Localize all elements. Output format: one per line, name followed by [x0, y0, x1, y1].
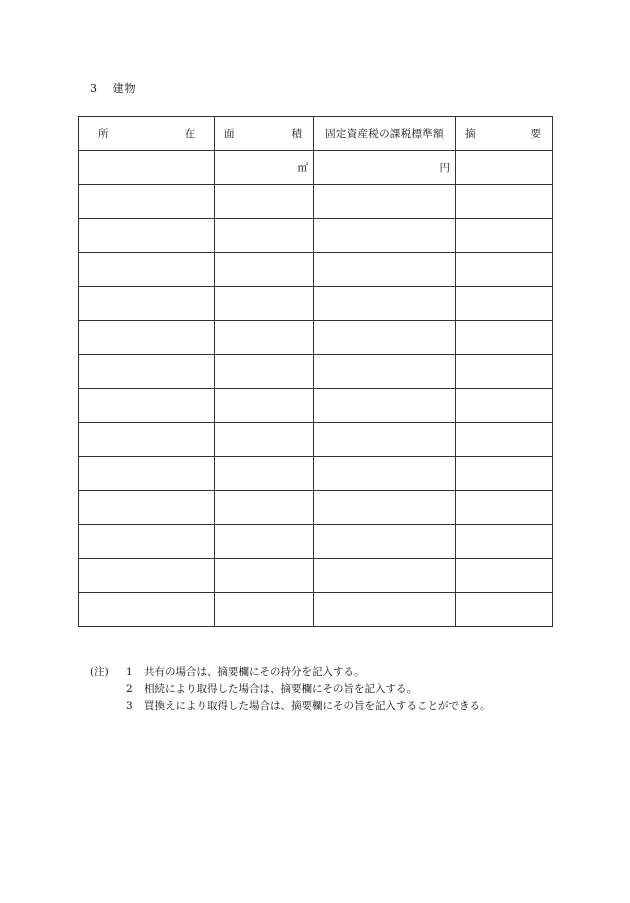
area-cell[interactable]: [215, 559, 314, 593]
table-row: [79, 491, 553, 525]
note-text: 相続により取得した場合は、摘要欄にその旨を記入する。: [144, 683, 417, 695]
area-cell[interactable]: [215, 253, 314, 287]
location-cell[interactable]: [79, 355, 215, 389]
table-row: [79, 151, 553, 185]
note-number: 1: [126, 666, 133, 678]
table-row: [79, 219, 553, 253]
header-summary: [456, 117, 553, 151]
location-cell[interactable]: [79, 389, 215, 423]
note-text: 買換えにより取得した場合は、摘要欄にその旨を記入することができる。: [144, 700, 491, 712]
note-item: [90, 681, 491, 698]
table-row: [79, 457, 553, 491]
header-summary-char-2: 要: [530, 128, 541, 140]
header-location-char-2: 在: [184, 128, 195, 140]
summary-cell[interactable]: [456, 525, 553, 559]
area-cell[interactable]: [215, 355, 314, 389]
header-location-char-1: 所: [98, 128, 109, 140]
section-title: 建物: [112, 82, 137, 95]
note-text: 共有の場合は、摘要欄にその持分を記入する。: [144, 666, 365, 678]
summary-cell[interactable]: [456, 151, 553, 185]
area-cell[interactable]: [215, 593, 314, 627]
tax-base-cell[interactable]: [314, 559, 456, 593]
summary-cell[interactable]: [456, 593, 553, 627]
location-cell[interactable]: [79, 253, 215, 287]
area-cell[interactable]: [215, 389, 314, 423]
note-item: [90, 698, 491, 715]
area-cell[interactable]: [215, 321, 314, 355]
area-cell[interactable]: [215, 491, 314, 525]
header-summary-char-1: 摘: [465, 128, 476, 140]
tax-base-cell[interactable]: [314, 219, 456, 253]
summary-cell[interactable]: [456, 321, 553, 355]
area-unit: ㎡: [297, 162, 308, 174]
location-cell[interactable]: [79, 457, 215, 491]
table-row: [79, 593, 553, 627]
tax-base-cell[interactable]: [314, 287, 456, 321]
table-row: [79, 389, 553, 423]
tax-base-cell[interactable]: [314, 389, 456, 423]
table-row: [79, 185, 553, 219]
table-row: [79, 355, 553, 389]
table-row: [79, 253, 553, 287]
notes-section: [90, 664, 491, 715]
location-cell[interactable]: [79, 185, 215, 219]
area-cell[interactable]: [215, 219, 314, 253]
header-area-char-2: 積: [291, 128, 302, 140]
tax-base-cell[interactable]: [314, 593, 456, 627]
table-row: [79, 423, 553, 457]
location-cell[interactable]: [79, 287, 215, 321]
header-area-char-1: 面: [224, 128, 235, 140]
section-number: 3: [90, 82, 98, 95]
location-cell[interactable]: [79, 559, 215, 593]
tax-base-cell[interactable]: [314, 151, 456, 185]
tax-base-cell[interactable]: [314, 185, 456, 219]
summary-cell[interactable]: [456, 287, 553, 321]
summary-cell[interactable]: [456, 355, 553, 389]
tax-base-cell[interactable]: [314, 525, 456, 559]
location-cell[interactable]: [79, 491, 215, 525]
notes-lead: (注): [90, 666, 109, 678]
summary-cell[interactable]: [456, 559, 553, 593]
tax-base-cell[interactable]: [314, 253, 456, 287]
location-cell[interactable]: [79, 321, 215, 355]
area-cell[interactable]: [215, 423, 314, 457]
tax-base-unit: 円: [439, 162, 450, 174]
tax-base-cell[interactable]: [314, 423, 456, 457]
tax-base-cell[interactable]: [314, 321, 456, 355]
location-cell[interactable]: [79, 151, 215, 185]
header-location: [79, 117, 215, 151]
summary-cell[interactable]: [456, 253, 553, 287]
summary-cell[interactable]: [456, 219, 553, 253]
summary-cell[interactable]: [456, 457, 553, 491]
note-item: [90, 664, 491, 681]
area-cell[interactable]: [215, 185, 314, 219]
table-row: [79, 321, 553, 355]
area-cell[interactable]: [215, 525, 314, 559]
area-cell[interactable]: [215, 287, 314, 321]
location-cell[interactable]: [79, 593, 215, 627]
summary-cell[interactable]: [456, 423, 553, 457]
note-number: 2: [126, 683, 133, 695]
table-row: [79, 287, 553, 321]
location-cell[interactable]: [79, 219, 215, 253]
summary-cell[interactable]: [456, 491, 553, 525]
summary-cell[interactable]: [456, 185, 553, 219]
table-row: [79, 525, 553, 559]
table-row: [79, 559, 553, 593]
table-header-row: [79, 117, 553, 151]
header-tax-base: 固定資産税の課税標準額: [314, 117, 456, 151]
tax-base-cell[interactable]: [314, 355, 456, 389]
tax-base-cell[interactable]: [314, 491, 456, 525]
section-heading: [90, 80, 137, 96]
location-cell[interactable]: [79, 525, 215, 559]
area-cell[interactable]: [215, 151, 314, 185]
tax-base-cell[interactable]: [314, 457, 456, 491]
header-area: [215, 117, 314, 151]
area-cell[interactable]: [215, 457, 314, 491]
building-register-table: [78, 116, 553, 627]
summary-cell[interactable]: [456, 389, 553, 423]
location-cell[interactable]: [79, 423, 215, 457]
note-number: 3: [126, 700, 133, 712]
